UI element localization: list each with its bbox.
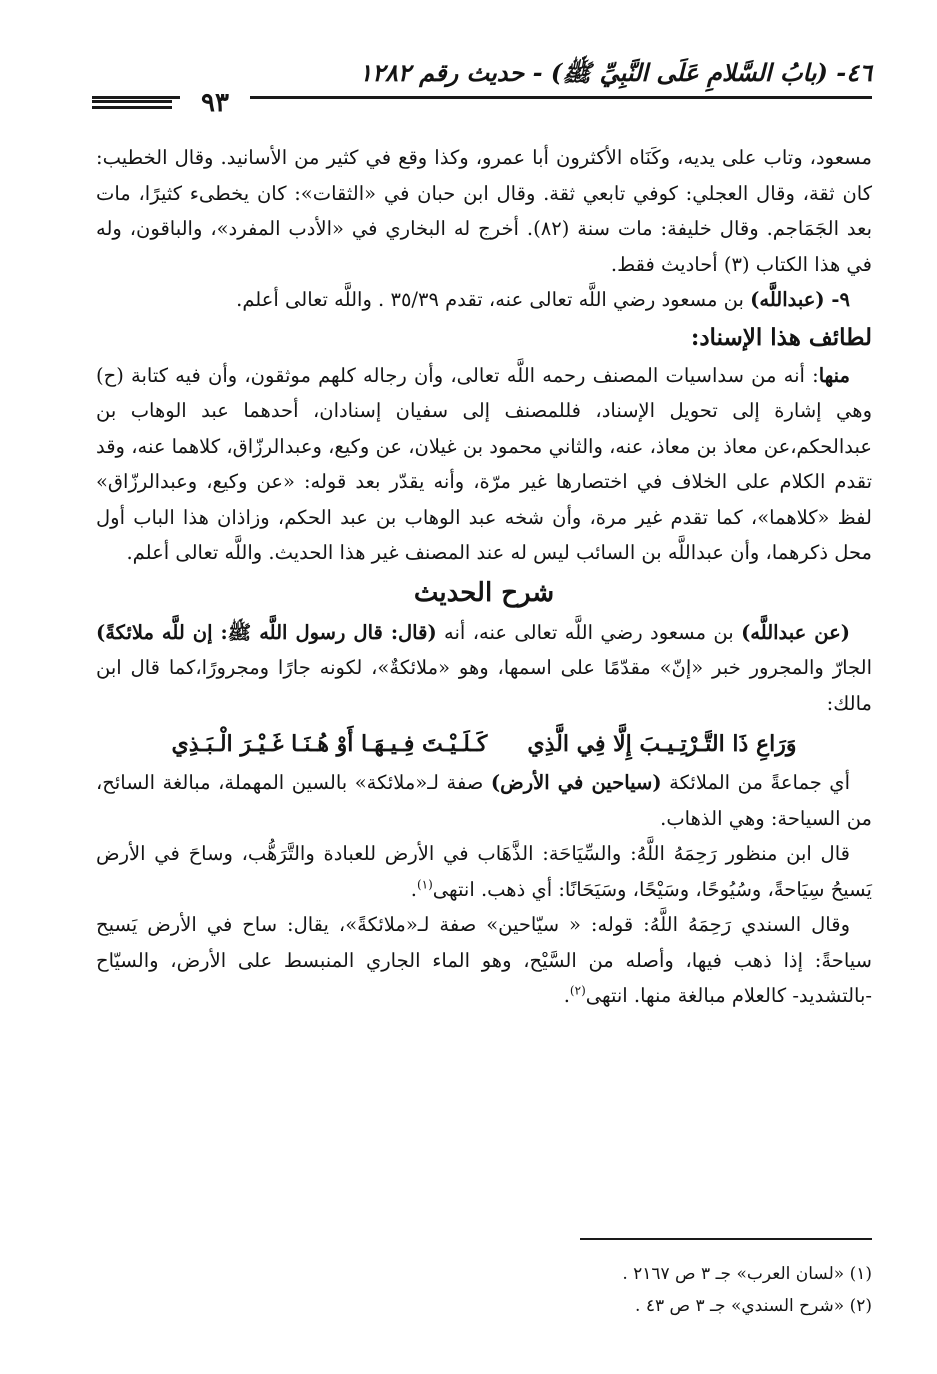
poem-verse: [96, 723, 872, 765]
narrator-number: ٩-: [824, 288, 850, 311]
sayyahin-term: (سياحين في الأرض): [490, 771, 662, 794]
sayyahin-explanation: صفة لـ«ملائكة» بالسين المهملة، مبالغة السائح، من السياحة: وهي الذهاب.: [96, 771, 872, 830]
footnote-ref-1[interactable]: (١): [416, 877, 433, 891]
poem-second-hemistich: كَـلَـيْـتَ فِـيـهَـا أَوْ هُـنَـا غَـيْـرَ الْـبَـذِي: [171, 731, 488, 757]
paragraph-lataif: [96, 358, 872, 571]
footnote-divider: [580, 1238, 872, 1240]
sayyahin-lead: أي جماعةً من الملائكة: [661, 771, 850, 794]
sindi-quote: وقال السندي رَحِمَهُ اللَّهُ: قوله: « سيّاحين» صفة لـ«ملائكةً»، يقال: ساح في الأرض يَسيح سياحةً: إذا ذهب فيها، وأصله من السَّيْح، وهو الماء الجاري المنبسط على الأرض، والسيّاح -بالتشديد- كالعلام مبالغة منها. انتهى: [96, 913, 872, 1007]
heading-lataif: لطائف هذا الإسناد:: [690, 323, 872, 351]
footnotes: [96, 1258, 872, 1322]
running-header: [92, 58, 872, 92]
paragraph-sayyahin: [96, 765, 872, 836]
narrator-name: (عبداللَّه): [750, 288, 825, 311]
paragraph-hadith-text: [96, 615, 872, 722]
footnote-2: (٢) «شرح السندي» جـ ٣ ص ٤٣ .: [635, 1296, 872, 1316]
footnote-1: (١) «لسان العرب» جـ ٣ ص ٢١٦٧ .: [622, 1264, 872, 1284]
paragraph-sindi: وقال السندي رَحِمَهُ اللَّهُ: قوله: « سيّاحين» صفة لـ«ملائكةً»، يقال: ساح في الأرض يَسيح سياحةً: إذا ذهب فيها، وأصله من السَّيْح، وهو الماء الجاري المنبسط على الأرض، والسيّاح -بالتشديد- كالعلام مبالغة منها. انتهى$^{(٢)}$.: [96, 913, 872, 1007]
paragraph-narrator-9: [96, 282, 872, 318]
page-number: ٩٣: [180, 88, 250, 118]
hadith-narrator: (عن عبداللَّه): [741, 620, 850, 644]
paragraph-ibn-manzur: قال ابن منظور رَحِمَهُ اللَّهُ: والسِّيَاحَة: الذَّهَاب في الأرض للعبادة والتَّرَهُّب، وساحَ في الأرض يَسيحُ سِيَاحةً، وسُيُوحًا، وسَيْحًا، وسَيَحَانًا: أي ذهب. انتهى$^{(١)}$.: [96, 842, 872, 901]
header-rule-double-bottom: [92, 106, 172, 109]
header-title: ٤٦- (بابُ السَّلامِ عَلَى النَّبِيِّ ﷺ) - حديث رقم ١٢٨٢: [359, 57, 872, 87]
lataif-text: : أنه من سداسيات المصنف رحمه اللَّه تعالى، وأن رجاله كلهم موثقون، وأن فيه كتابة (ح) وهي إشارة إلى تحويل الإسناد، فللمصنف إلى سفيان إسنادان، أحدهما عبد الوهاب بن عبدالحكم،عن معاذ بن معاذ، عنه، والثاني محمود بن غيلان، عن وكيع، وعبدالرزّاق، كلاهما عنه، وقد تقدم الكلام على الخلاف في اختصارها غير مرّة، وأنه يقدّر بعد قوله: «عن وكيع، وعبدالرزّاق» لفظ «كلاهما»، كما تقدم غير مرة، وأن شخه عبد الوهاب بن عبد الحكم، وزاذان هذا الباب أول محل ذكرهما، وأن عبداللَّه بن السائب ليس له عند المصنف غير هذا الحديث. واللَّه تعالى أعلم.: [96, 363, 872, 564]
header-rule-double-top: [92, 100, 172, 103]
ibn-manzur-quote: قال ابن منظور رَحِمَهُ اللَّهُ: والسِّيَاحَة: الذَّهَاب في الأرض للعبادة والتَّرَهُّب، وساحَ في الأرض يَسيحُ سِيَاحةً، وسُيُوحًا، وسَيْحًا، وسَيَحَانًا: أي ذهب. انتهى: [96, 842, 872, 901]
hadith-connector: بن مسعود رضي اللَّه تعالى عنه، أنه: [436, 620, 742, 644]
poem-first-hemistich: وَرَاعِ ذَا التَّـرْتِـيـبَ إِلَّا فِي الَّذِي: [527, 731, 797, 757]
paragraph-narrator-bio: مسعود، وتاب على يديه، وكَنَاه الأكثرون أبا عمرو، وكذا وقع في كثير من الأسانيد. وقال الخطيب: كان ثقة، وقال العجلي: كوفي تابعي ثقة. وقال ابن حبان في «الثقات»: كان يخطىء كثيرًا، مات بعد الجَمَاجم. وقال خليفة: مات سنة (٨٢). أخرج له البخاري في «الأدب المفرد»، والباقون، وله في هذا الكتاب (٣) أحاديث فقط.: [96, 146, 872, 276]
narrator-details: بن مسعود رضي اللَّه تعالى عنه، تقدم ٣٥/٣٩ . واللَّه تعالى أعلم.: [236, 288, 751, 311]
lataif-lead: منها: [818, 363, 850, 387]
main-text: [96, 140, 872, 1014]
hadith-matn: (قال: قال رسول اللَّه ﷺ: إن للَّه ملائكةً): [96, 620, 437, 644]
heading-sharh: شرح الحديث: [413, 577, 555, 608]
hadith-grammar-note: الجارّ والمجرور خبر «إنّ» مقدّمًا على اسمها، وهو «ملائكةٌ»، لكونه جارًا ومجرورًا،كما قال ابن مالك:: [96, 656, 872, 715]
footnote-ref-2[interactable]: (٢): [569, 983, 586, 998]
